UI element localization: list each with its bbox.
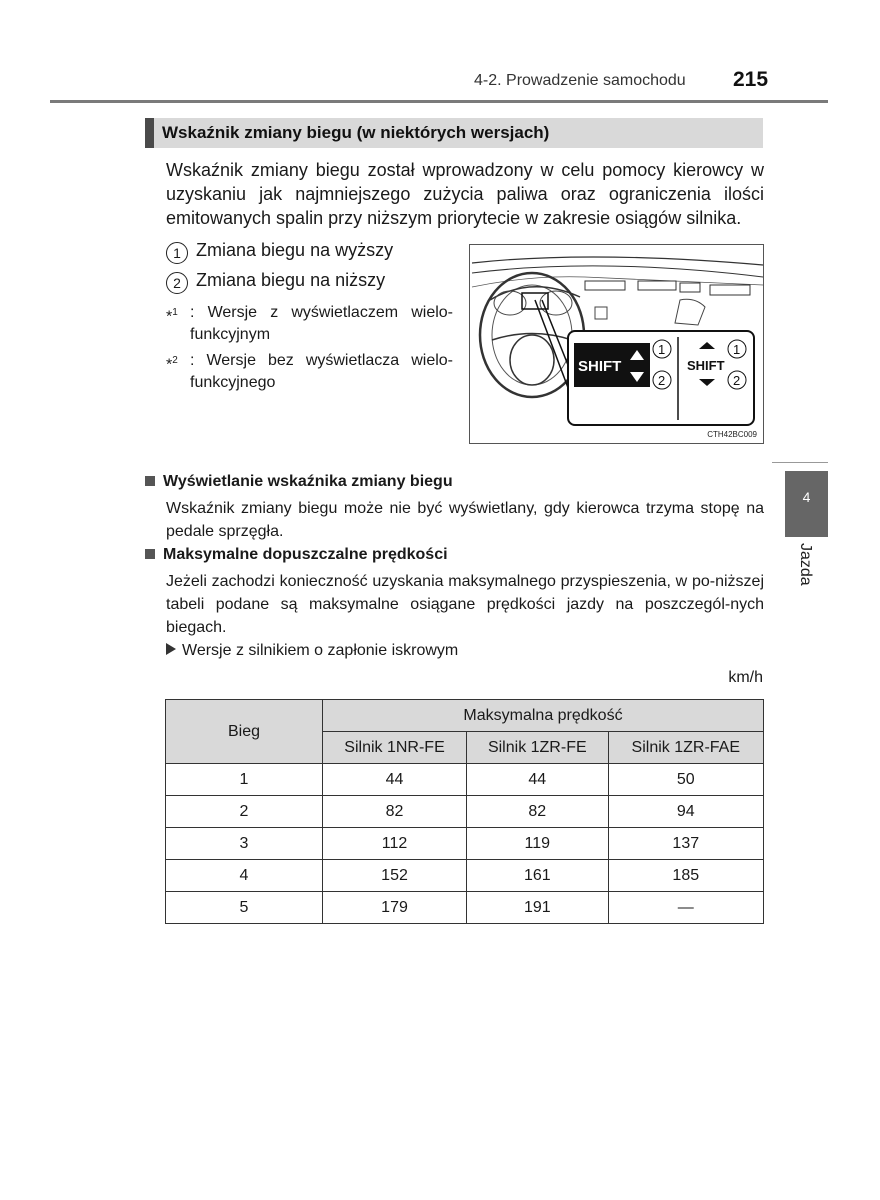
table-header-group: Maksymalna prędkość [323, 700, 764, 732]
table-cell: 161 [467, 860, 609, 892]
chapter-tab-number: 4 [802, 489, 811, 505]
table-cell: 44 [467, 764, 609, 796]
page-number: 215 [733, 68, 769, 91]
header-rule [50, 100, 828, 103]
callout-1: 1 [658, 342, 666, 357]
table-cell: 5 [166, 892, 323, 924]
legend-text: Zmiana biegu na wyższy [196, 240, 394, 260]
table-cell: 185 [608, 860, 763, 892]
speeds-heading: Maksymalne dopuszczalne prędkości [145, 546, 448, 564]
table-cell: 4 [166, 860, 323, 892]
table-row [166, 828, 764, 860]
section-title: Wskaźnik zmiany biegu (w niektórych wersjach) [145, 118, 763, 148]
footnote-mark: *$^2$ [166, 355, 178, 374]
chapter-tab-label: Jazda [797, 543, 814, 586]
unit-label: km/h [728, 669, 763, 686]
legend-item-upshift [166, 240, 393, 264]
shift-display-text: SHIFT [578, 358, 622, 375]
footnote-text: : Wersje z wyświetlaczem wielo-funkcyjnym [190, 304, 453, 343]
chapter-tab [785, 471, 828, 537]
square-bullet-icon [145, 476, 155, 486]
shift-indicator-figure [469, 244, 764, 444]
table-cell: 3 [166, 828, 323, 860]
table-cell: 44 [323, 764, 467, 796]
callout-1: 1 [733, 342, 741, 357]
table-header-engine: Silnik 1NR-FE [323, 732, 467, 764]
table-cell: 50 [608, 764, 763, 796]
max-speed-table [165, 699, 764, 924]
table-cell: 1 [166, 764, 323, 796]
footnote-mark: *$^1$ [166, 307, 178, 326]
table-cell: 94 [608, 796, 763, 828]
figure-code: CTH42BC009 [707, 430, 757, 439]
footnote-text: : Wersje bez wyświetlacza wielo-funkcyjnego [190, 352, 453, 391]
table-cell: 191 [467, 892, 609, 924]
table-row [166, 764, 764, 796]
table-cell: 152 [323, 860, 467, 892]
table-cell: — [608, 892, 763, 924]
legend-text: Zmiana biegu na niższy [196, 270, 386, 290]
table-cell: 137 [608, 828, 763, 860]
footnote-2 [166, 350, 453, 394]
table-header-engine: Silnik 1ZR-FE [467, 732, 609, 764]
running-head: 4-2. Prowadzenie samochodu [474, 72, 686, 89]
display-paragraph: Wskaźnik zmiany biegu może nie być wyświetlany, gdy kierowca trzyma stopę na pedale sprzęgła. [166, 500, 764, 540]
circled-number-1: 1 [166, 242, 188, 264]
callout-2: 2 [658, 373, 666, 388]
legend-item-downshift [166, 270, 385, 294]
table-row [166, 860, 764, 892]
table-row [166, 796, 764, 828]
intro-paragraph: Wskaźnik zmiany biegu został wprowadzony w celu pomocy kierowcy w uzyskaniu jak najmniejszego zużycia paliwa oraz ograniczenia ilości emitowanych spalin przy niższym priorytecie w zakresie osiągów silnika. [166, 160, 764, 228]
table-row [166, 892, 764, 924]
table-cell: 179 [323, 892, 467, 924]
table-cell: 119 [467, 828, 609, 860]
footnote-1 [166, 302, 453, 346]
table-cell: 2 [166, 796, 323, 828]
shift-display-text: SHIFT [687, 358, 725, 373]
callout-2: 2 [733, 373, 741, 388]
speeds-paragraph: Jeżeli zachodzi konieczność uzyskania maksymalnego przyspieszenia, w po-niższej tabeli podane są maksymalne osiągane prędkości jazdy na poszczegól-nych biegach. [166, 573, 764, 636]
table-cell: 82 [323, 796, 467, 828]
table-cell: 82 [467, 796, 609, 828]
dashboard-illustration [470, 245, 764, 444]
side-rule [772, 462, 828, 463]
table-header-engine: Silnik 1ZR-FAE [608, 732, 763, 764]
display-heading: Wyświetlanie wskaźnika zmiany biegu [145, 473, 453, 491]
table-cell: 112 [323, 828, 467, 860]
triangle-bullet-icon [166, 643, 176, 655]
square-bullet-icon [145, 549, 155, 559]
table-header-gear: Bieg [166, 700, 323, 764]
engine-type-item: Wersje z silnikiem o zapłonie iskrowym [166, 642, 458, 660]
circled-number-2: 2 [166, 272, 188, 294]
